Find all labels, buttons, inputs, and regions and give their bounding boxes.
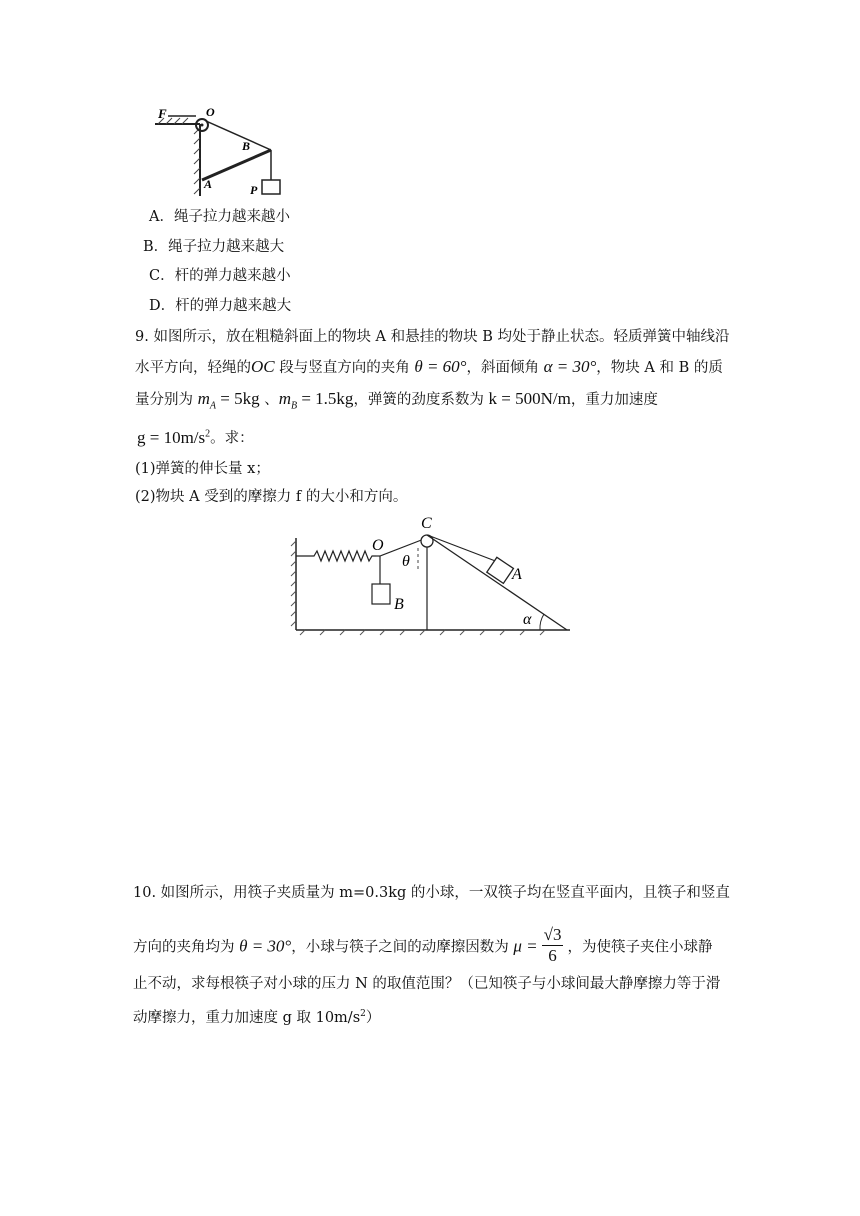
label-theta: θ: [402, 553, 410, 570]
incline-surface: [427, 535, 567, 630]
mass-a-equation: $m_A = 5kg$: [197, 389, 260, 412]
theta-equation: θ = 30°: [239, 936, 292, 956]
label-p: P: [250, 183, 258, 197]
segment-oc: OC: [251, 357, 275, 376]
spring-constant-equation: k = 500N/m: [488, 389, 571, 408]
weight-p: [262, 180, 280, 194]
block-b: [372, 584, 390, 604]
label-o: O: [372, 537, 384, 554]
pulley-rod-diagram: [150, 104, 290, 200]
label-b: B: [394, 596, 404, 613]
question9-figure: [290, 514, 575, 644]
q10-line1: 10. 如图所示，用筷子夹质量为 m=0.3kg 的小球，一双筷子均在竖直平面内，且筷子和竖直: [133, 885, 730, 901]
mu-symbol: μ =: [513, 936, 538, 956]
option-b: B．绳子拉力越来越大: [143, 239, 285, 255]
mu-fraction: [542, 925, 564, 966]
fraction-numerator: √3: [543, 925, 562, 944]
q9-line2: 水平方向，轻绳的OC 段与竖直方向的夹角 θ = 60°，斜面倾角 α = 30°，物块 A 和 B 的质: [135, 357, 723, 376]
q9-subquestion-2: (2)物块 A 受到的摩擦力 f 的大小和方向。: [135, 489, 408, 505]
question8-figure: [150, 104, 290, 204]
mass-b-equation: $m_B = 1.5kg$: [278, 389, 354, 412]
label-b: B: [242, 139, 251, 153]
label-o: O: [206, 105, 215, 119]
fraction-denominator: 6: [548, 946, 557, 965]
q10-line4: 动摩擦力，重力加速度 g 取 $10m/s^2$）: [133, 1009, 381, 1026]
rod-ab: [202, 150, 271, 180]
option-a: A．绳子拉力越来越小: [149, 209, 290, 225]
alpha-equation: α = 30°: [543, 357, 597, 376]
alpha-arc: [540, 614, 544, 630]
label-a: A: [512, 566, 522, 583]
incline-spring-diagram: [290, 514, 575, 640]
gravity-equation: $g = 10m/s^2$: [137, 427, 211, 447]
q9-line3: 量分别为 $m_A = 5kg$ 、$m_B = 1.5kg$，弹簧的劲度系数为 k = 500N/m，重力加速度: [135, 389, 658, 412]
block-a: [487, 557, 514, 583]
pulley-axle: [201, 124, 204, 127]
q9-line4: $g = 10m/s^2$。求：: [137, 427, 254, 447]
q10-line2: 方向的夹角均为 θ = 30°，小球与筷子之间的动摩擦因数为 μ = $\frac{√3}{6}$ ，为使筷子夹住小球静: [133, 925, 713, 965]
spring: [296, 551, 376, 561]
q9-subquestion-1: (1)弹簧的伸长量 x；: [135, 461, 270, 477]
option-d: D．杆的弹力越来越大: [149, 298, 292, 314]
theta-equation: θ = 60°: [414, 357, 467, 376]
rope-ca: [430, 536, 498, 562]
option-c: C．杆的弹力越来越小: [149, 268, 291, 284]
rope-ob: [206, 121, 271, 150]
q9-line1: 9. 如图所示，放在粗糙斜面上的物块 A 和悬挂的物块 B 均处于静止状态。轻质弹簧中轴线沿: [135, 329, 730, 345]
label-f: F: [158, 106, 167, 121]
label-c: C: [421, 515, 432, 532]
label-a: A: [204, 177, 213, 191]
q10-line3: 止不动，求每根筷子对小球的压力 N 的取值范围？（已知筷子与小球间最大静摩擦力等于滑: [133, 976, 721, 992]
label-alpha: α: [523, 611, 532, 628]
